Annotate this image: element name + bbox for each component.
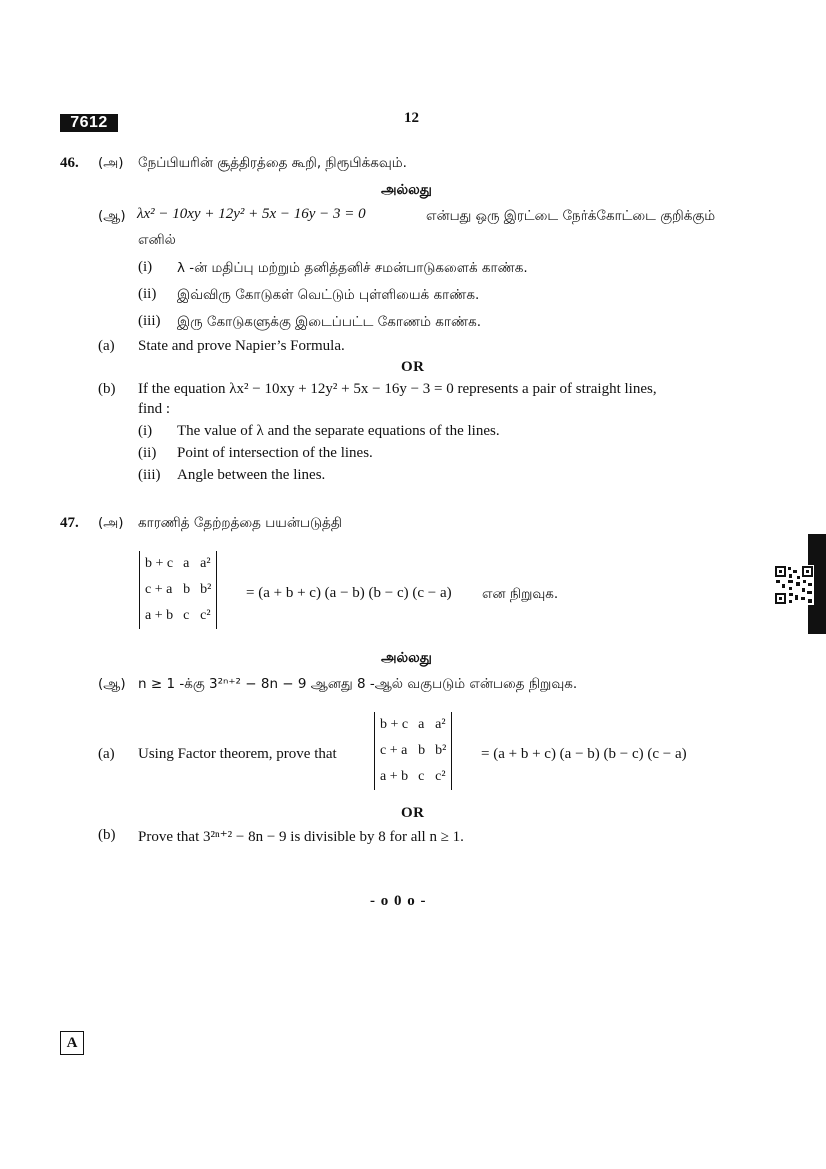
q46-tamil-sub-text: λ -ன் மதிப்பு மற்றும் தனித்தனிச் சமன்பாடுகளைக் காண்க. — [177, 260, 528, 276]
q46-tamil-a-marker: (அ) — [98, 155, 124, 171]
q46-tamil-b-equation: λx² − 10xy + 12y² + 5x − 16y − 3 = 0 — [137, 206, 366, 222]
q46-en-a-text: State and prove Napier’s Formula. — [138, 338, 345, 354]
q46-en-b-text: If the equation λx² − 10xy + 12y² + 5x − 16y − 3 = 0 represents a pair of straight lines, — [138, 381, 657, 397]
det-cell: a — [418, 717, 425, 732]
q47-tamil-a-suffix: என நிறுவுக. — [482, 586, 559, 602]
q46-tamil-sub-text: இவ்விரு கோடுகள் வெட்டும் புள்ளியைக் காண்க. — [177, 287, 480, 303]
q46-en-or: OR — [401, 359, 425, 375]
q46-tamil-b-text2: எனில் — [138, 232, 176, 248]
det-cell: c + a — [380, 743, 408, 758]
det-cell: b + c — [145, 556, 174, 571]
q47-en-determinant — [374, 712, 452, 790]
q47-tamil-a-marker: (அ) — [98, 515, 124, 531]
q46-en-b-marker: (b) — [98, 381, 116, 397]
q47-tamil-det-result: = (a + b + c) (a − b) (b − c) (c − a) — [246, 585, 452, 601]
q46-tamil-or: அல்லது — [381, 182, 432, 198]
det-cell: b + c — [380, 717, 409, 732]
question-number-46: 46. — [60, 155, 79, 171]
det-cell: c + a — [145, 582, 173, 597]
q46-tamil-sub-marker: (iii) — [138, 313, 161, 329]
q47-tamil-b-marker: (ஆ) — [98, 676, 126, 692]
q47-tamil-a-text: காரணித் தேற்றத்தை பயன்படுத்தி — [138, 515, 342, 531]
q46-en-sub-marker: (ii) — [138, 445, 157, 461]
det-cell: a — [183, 556, 190, 571]
version-box: A — [60, 1031, 84, 1055]
q46-en-sub-text: The value of λ and the separate equations of the lines. — [177, 423, 500, 439]
q46-tamil-a-text: நேப்பியரின் சூத்திரத்தை கூறி, நிரூபிக்கவும். — [138, 155, 407, 171]
q47-tamil-determinant — [139, 551, 217, 629]
q47-en-b-marker: (b) — [98, 827, 116, 843]
q46-en-sub-marker: (iii) — [138, 467, 161, 483]
q46-en-sub-text: Point of intersection of the lines. — [177, 445, 373, 461]
q47-tamil-b-text: n ≥ 1 -க்கு 3²ⁿ⁺² − 8n − 9 ஆனது 8 -ஆல் வகுபடும் என்பதை நிறுவுக. — [138, 676, 578, 692]
q46-tamil-b-marker: (ஆ) — [98, 208, 126, 224]
det-cell: c — [183, 608, 190, 623]
q46-en-b-text2: find : — [138, 401, 171, 417]
q47-en-a-text: Using Factor theorem, prove that — [138, 746, 337, 762]
q47-en-or: OR — [401, 805, 425, 821]
q47-tamil-or: அல்லது — [381, 650, 432, 666]
det-cell: b — [183, 582, 191, 597]
q46-tamil-sub-marker: (ii) — [138, 286, 157, 302]
det-cell: b — [418, 743, 426, 758]
det-cell: b² — [435, 743, 447, 758]
det-cell: b² — [200, 582, 212, 597]
det-cell: c² — [435, 769, 446, 784]
q46-en-sub-text: Angle between the lines. — [177, 467, 326, 483]
q46-tamil-sub-text: இரு கோடுகளுக்கு இடைப்பட்ட கோணம் காண்க. — [177, 314, 482, 330]
det-cell: a + b — [380, 769, 409, 784]
det-cell: a² — [200, 556, 211, 571]
question-number-47: 47. — [60, 515, 79, 531]
page-number: 12 — [404, 110, 419, 126]
q47-en-a-marker: (a) — [98, 746, 115, 762]
det-cell: c — [418, 769, 425, 784]
q46-tamil-sub-marker: (i) — [138, 259, 153, 275]
q46-en-sub-marker: (i) — [138, 423, 153, 439]
q47-en-b-text: Prove that 3²ⁿ⁺² − 8n − 9 is divisible by 8 for all n ≥ 1. — [138, 829, 464, 845]
q46-tamil-b-text: என்பது ஒரு இரட்டை நேர்க்கோட்டை குறிக்கும் — [426, 208, 716, 224]
det-cell: c² — [200, 608, 211, 623]
q46-en-a-marker: (a) — [98, 338, 115, 354]
q47-en-det-result: = (a + b + c) (a − b) (b − c) (c − a) — [481, 746, 687, 762]
qr-code-icon — [774, 565, 814, 605]
paper-code-badge: 7612 — [60, 114, 118, 132]
end-mark: - o 0 o - — [370, 893, 427, 909]
det-cell: a² — [435, 717, 446, 732]
det-cell: a + b — [145, 608, 174, 623]
